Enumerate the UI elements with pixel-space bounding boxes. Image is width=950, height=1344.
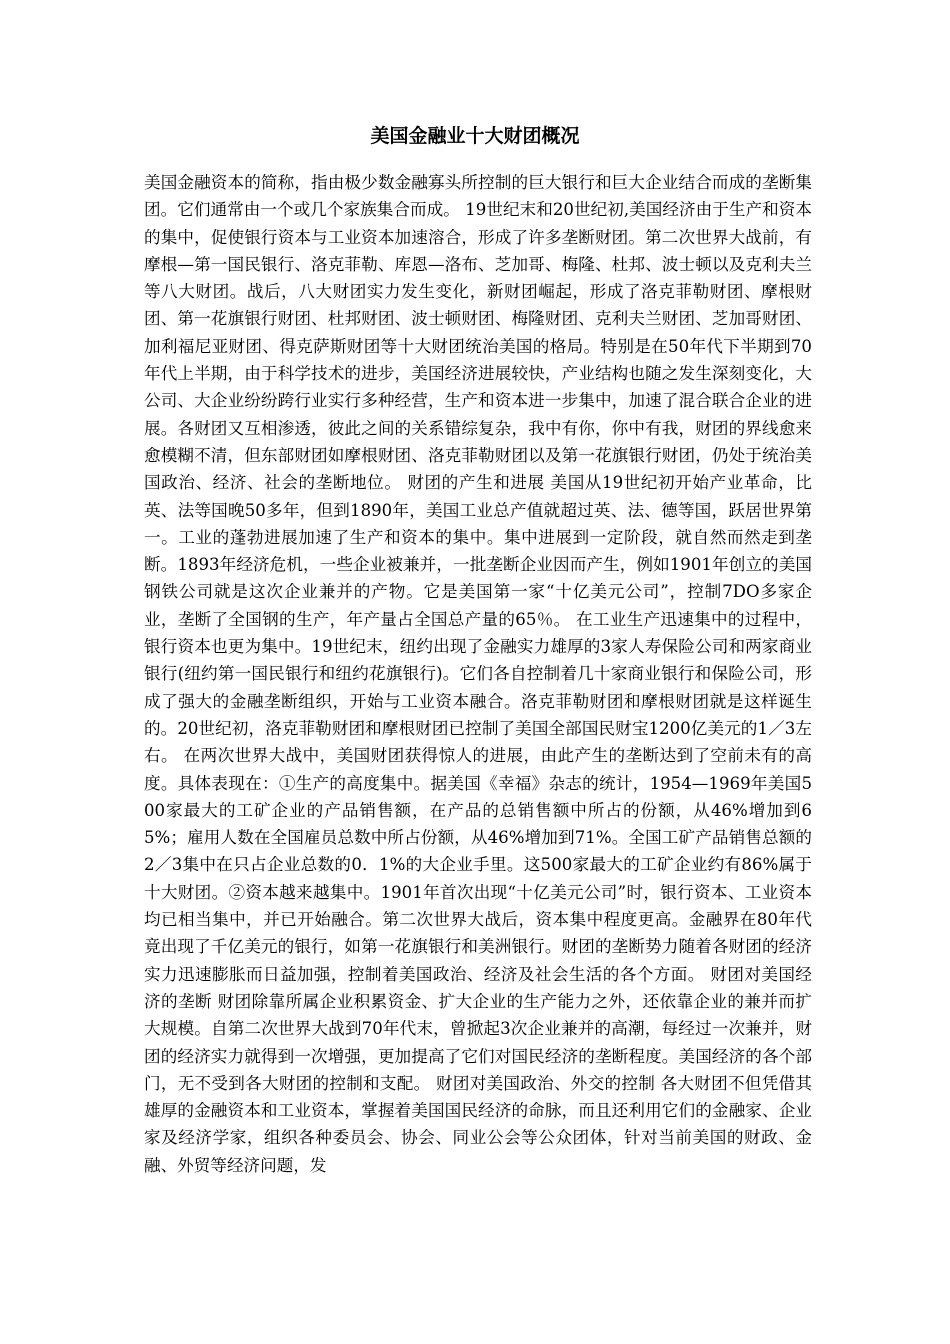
document-title: 美国金融业十大财团概况 <box>370 125 580 147</box>
document-body-paragraph: 美国金融资本的简称，指由极少数金融寡头所控制的巨大银行和巨大企业结合而成的垄断集团。它们通常由一个或几个家族集合而成。 19世纪末和20世纪初,美国经济由于生产和资本的集中，促使银行资本与工业资本加速溶合，形成了许多垄断财团。第二次世界大战前，有摩根—第一国民银行、洛克菲勒、库恩—洛布、芝加哥、梅隆、杜邦、波士顿以及克利夫兰等八大财团。战后，八大财团实力发生变化，新财团崛起，形成了洛克菲勒财团、摩根财团、第一花旗银行财团、杜邦财团、波士顿财团、梅隆财团、克利夫兰财团、芝加哥财团、加利福尼亚财团、得克萨斯财团等十大财团统治美国的格局。特别是在50年代下半期到70年代上半期，由于科学技术的进步，美国经济进展较快，产业结构也随之发生深刻变化，大公司、大企业纷纷跨行业实行多种经营，生产和资本进一步集中，加速了混合联合企业的进展。各财团又互相渗透，彼此之间的关系错综复杂，我中有你，你中有我，财团的界线愈来愈模糊不清，但东部财团如摩根财团、洛克菲勒财团以及第一花旗银行财团，仍处于统治美国政治、经济、社会的垄断地位。 财团的产生和进展 美国从19世纪初开始产业革命，比英、法等国晚50多年，但到1890年，美国工业总产值就超过英、法、德等国，跃居世界第一。工业的蓬勃进展加速了生产和资本的集中。集中进展到一定阶段，就自然而然走到垄断。1893年经济危机，一些企业被兼并，一批垄断企业因而产生，例如1901年创立的美国钢铁公司就是这次企业兼并的产物。它是美国第一家“十亿美元公司”，控制7DO多家企业，垄断了全国钢的生产，年产量占全国总产量的65％。 在工业生产迅速集中的过程中，银行资本也更为集中。19世纪末，纽约出现了金融实力雄厚的3家人寿保险公司和两家商业银行(纽约第一国民银行和纽约花旗银行)。它们各自控制着几十家商业银行和保险公司，形成了强大的金融垄断组织，开始与工业资本融合。洛克菲勒财团和摩根财团就是这样诞生的。20世纪初，洛克菲勒财团和摩根财团已控制了美国全部国民财宝1200亿美元的1／3左右。 在两次世界大战中，美国财团获得惊人的进展，由此产生的垄断达到了空前未有的高度。具体表现在：①生产的高度集中。据美国《幸福》杂志的统计，1954—1969年美国500家最大的工矿企业的产品销售额，在产品的总销售额中所占的份额，从46%增加到65%；雇用人数在全国雇员总数中所占份额，从46%增加到71%。全国工矿产品销售总额的2／3集中在只占企业总数的0．1%的大企业手里。这500家最大的工矿企业约有86%属于十大财团。②资本越来越集中。1901年首次出现“十亿美元公司”时，银行资本、工业资本均已相当集中，并已开始融合。第二次世界大战后，资本集中程度更高。金融界在80年代竟出现了千亿美元的银行，如第一花旗银行和美洲银行。财团的垄断势力随着各财团的经济实力迅速膨胀而日益加强，控制着美国政治、经济及社会生活的各个方面。 财团对美国经济的垄断 财团除靠所属企业积累资金、扩大企业的生产能力之外，还依靠企业的兼并而扩大规模。自第二次世界大战到70年代末，曾掀起3次企业兼并的高潮，每经过一次兼并，财团的经济实力就得到一次增强，更加提高了它们对国民经济的垄断程度。美国经济的各个部门，无不受到各大财团的控制和支配。 财团对美国政治、外交的控制 各大财团不但凭借其雄厚的金融资本和工业资本，掌握着美国国民经济的命脉，而且还利用它们的金融家、企业家及经济学家，组织各种委员会、协会、同业公会等公众团体，针对当前美国的财政、金融、外贸等经济问题，发 <box>144 173 812 1175</box>
